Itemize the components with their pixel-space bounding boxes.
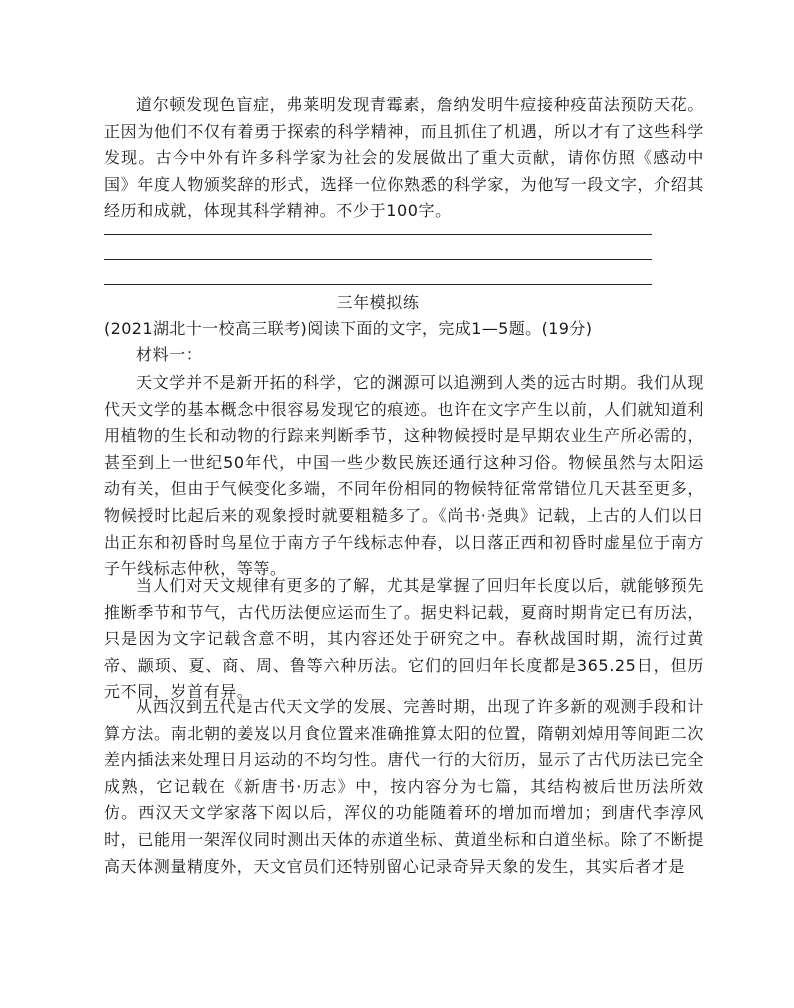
material-label: 材料一： bbox=[136, 345, 203, 364]
section-title: 三年模拟练 bbox=[336, 293, 420, 312]
answer-line-1 bbox=[104, 234, 652, 235]
answer-line-3 bbox=[104, 284, 652, 285]
intro-paragraph: 道尔顿发现色盲症，弗莱明发现青霉素，詹纳发明牛痘接种疫苗法预防天花。正因为他们不仅有着勇于探索的科学精神，而且抓住了机遇，所以才有了这些科学发现。古今中外有许多科学家为社会的发展做出了重大贡献，请你仿照《感动中国》年度人物颁奖辞的形式，选择一位你熟悉的科学家，为他写一段文字，介绍其经历和成就，体现其科学精神。不少于100字。 bbox=[104, 95, 704, 221]
material-paragraph-3: 从西汉到五代是古代天文学的发展、完善时期，出现了许多新的观测手段和计算方法。南北朝的姜岌以月食位置来准确推算太阳的位置，隋朝刘焯用等间距二次差内插法来处理日月运动的不均匀性。唐代一行的大衍历，显示了古代历法已完全成熟，它记载在《新唐书·历志》中，按内容分为七篇，其结构被后世历法所效仿。西汉天文学家落下闳以后，浑仪的功能随着环的增加而增加；到唐代李淳风时，已能用一架浑仪同时测出天体的赤道坐标、黄道坐标和白道坐标。除了不断提高天体测量精度外，天文官员们还特别留心记录奇异天象的发生，其实后者才是 bbox=[104, 697, 704, 876]
question-instruction: (2021湖北十一校高三联考)阅读下面的文字，完成1—5题。(19分) bbox=[104, 319, 593, 338]
material-paragraph-2: 当人们对天文规律有更多的了解，尤其是掌握了回归年长度以后，就能够预先推断季节和节气，古代历法便应运而生了。据史料记载，夏商时期肯定已有历法，只是因为文字记载含意不明，其内容还处于研究之中。春秋战国时期，流行过黄帝、颛顼、夏、商、周、鲁等六种历法。它们的回归年长度都是365.25日，但历元不同，岁首有异。 bbox=[104, 576, 704, 702]
answer-line-2 bbox=[104, 259, 652, 260]
material-paragraph-1: 天文学并不是新开拓的科学，它的渊源可以追溯到人类的远古时期。我们从现代天文学的基本概念中很容易发现它的痕迹。也许在文字产生以前，人们就知道利用植物的生长和动物的行踪来判断季节，这种物候授时是早期农业生产所必需的，甚至到上一世纪50年代，中国一些少数民族还通行这种习俗。物候虽然与太阳运动有关，但由于气候变化多端，不同年份相同的物候特征常常错位几天甚至更多，物候授时比起后来的观象授时就要粗糙多了。《尚书·尧典》记载，上古的人们以日出正东和初昏时鸟星位于南方子午线标志仲春，以日落正西和初昏时虚星位于南方子午线标志仲秋，等等。 bbox=[104, 373, 704, 579]
